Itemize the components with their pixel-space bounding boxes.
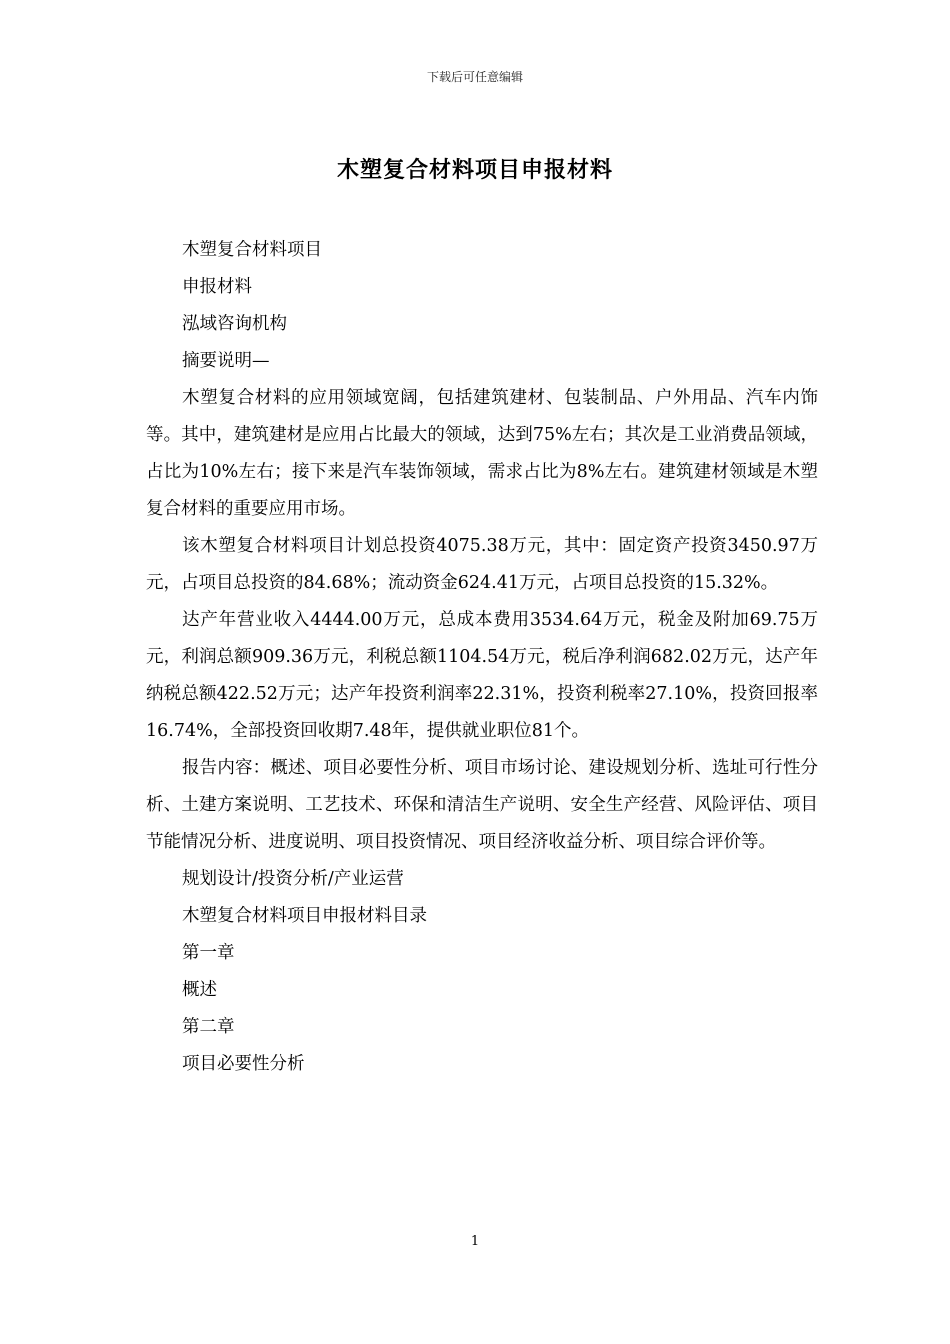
- paragraph-revenue: 达产年营业收入4444.00万元，总成本费用3534.64万元，税金及附加69.75万元，利润总额909.36万元，利税总额1104.54万元，税后净利润682.02万元，达产年纳税总额422.52万元；达产年投资利润率22.31%，投资利税率27.10%，投资回报率16.74%，全部投资回收期7.48年，提供就业职位81个。: [146, 610, 818, 741]
- document-body: [146, 232, 818, 1083]
- paragraph-tagline: 规划设计/投资分析/产业运营: [182, 869, 404, 889]
- toc-chapter-2: 第二章: [182, 1017, 235, 1037]
- page-header: 下载后可任意编辑: [426, 70, 523, 84]
- paragraph-doc-type: 申报材料: [182, 277, 252, 297]
- paragraph-organization: 泓域咨询机构: [182, 314, 287, 334]
- paragraph-report-content: 报告内容：概述、项目必要性分析、项目市场讨论、建设规划分析、选址可行性分析、土建方案说明、工艺技术、环保和清洁生产说明、安全生产经营、风险评估、项目节能情况分析、进度说明、项目投资情况、项目经济收益分析、项目综合评价等。: [146, 758, 818, 852]
- page-number: 1: [470, 1234, 480, 1249]
- document-title: 木塑复合材料项目申报材料: [336, 158, 613, 183]
- paragraph-toc-heading: 木塑复合材料项目申报材料目录: [182, 906, 427, 926]
- paragraph-application-fields: 木塑复合材料的应用领域宽阔，包括建筑建材、包装制品、户外用品、汽车内饰等。其中，建筑建材是应用占比最大的领域，达到75%左右；其次是工业消费品领域，占比为10%左右；接下来是汽车装饰领域，需求占比为8%左右。建筑建材领域是木塑复合材料的重要应用市场。: [146, 388, 818, 519]
- paragraph-project-name: 木塑复合材料项目: [182, 240, 322, 260]
- toc-chapter-1-title: 概述: [182, 980, 217, 1000]
- paragraph-summary-heading: 摘要说明—: [182, 351, 270, 371]
- paragraph-investment: 该木塑复合材料项目计划总投资4075.38万元，其中：固定资产投资3450.97万元，占项目总投资的84.68%；流动资金624.41万元，占项目总投资的15.32%。: [146, 536, 818, 593]
- toc-chapter-1: 第一章: [182, 943, 235, 963]
- toc-chapter-2-title: 项目必要性分析: [182, 1054, 305, 1074]
